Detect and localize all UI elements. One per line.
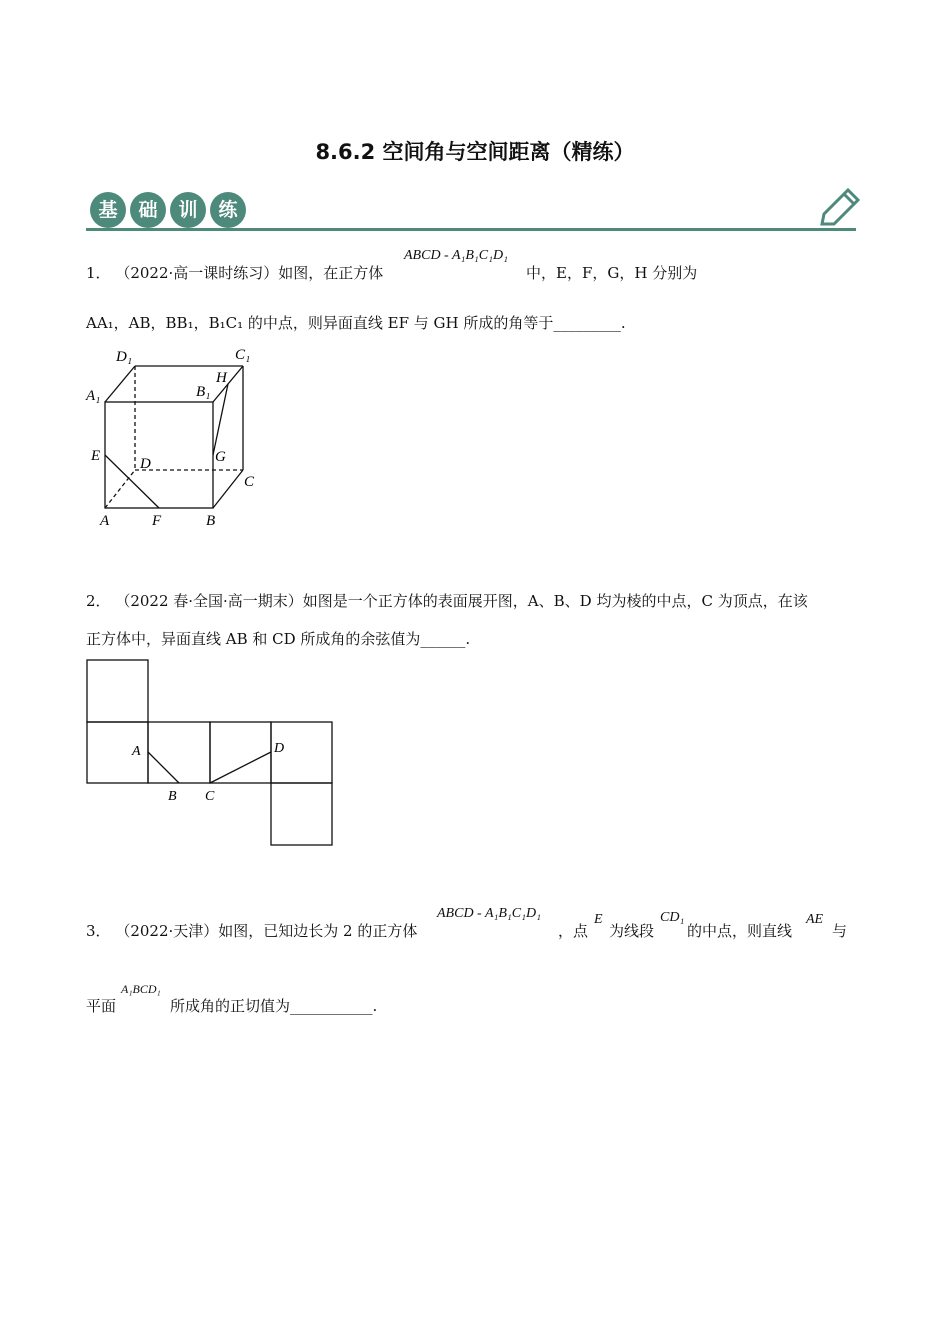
q3-mid-1: ，点 bbox=[558, 922, 589, 940]
label-B: B bbox=[206, 513, 216, 529]
q1-source: （2022·高一课时练习）如图，在正方体 bbox=[115, 264, 384, 282]
q3-point-e: E bbox=[594, 912, 603, 927]
cube-net-figure bbox=[84, 658, 336, 852]
q3-tail: 与 bbox=[832, 922, 848, 940]
question-1-line-2: AA₁，AB，BB₁，B₁C₁ 的中点，则异面直线 EF 与 GH 所成的角等于_________. bbox=[86, 314, 626, 332]
q3-formula: ABCD - A₁B₁C₁D₁ bbox=[437, 906, 541, 921]
cube-figure bbox=[84, 340, 274, 535]
q3-segment: CD₁ bbox=[660, 910, 685, 925]
q3-mid-3: 的中点，则直线 bbox=[687, 922, 793, 940]
page-title: 8.6.2 空间角与空间距离（精练） bbox=[315, 140, 635, 164]
label-C: C bbox=[244, 474, 255, 490]
label-E: E bbox=[91, 448, 101, 464]
q1-formula: ABCD - A₁B₁C₁D₁ bbox=[404, 248, 508, 263]
q3-mid-2: 为线段 bbox=[609, 922, 655, 940]
label-G: G bbox=[215, 449, 226, 465]
label-A: A bbox=[100, 513, 110, 529]
question-3-line-1 bbox=[86, 921, 417, 941]
label-C1: C₁ bbox=[235, 347, 251, 363]
q3-line: AE bbox=[806, 912, 824, 927]
net-label-C: C bbox=[205, 789, 215, 804]
q3-source: （2022·天津）如图，已知边长为 2 的正方体 bbox=[115, 922, 418, 940]
net-label-B: B bbox=[168, 789, 177, 804]
net-label-D: D bbox=[274, 741, 285, 756]
label-A1: A₁ bbox=[86, 388, 101, 404]
q3-number: 3． bbox=[86, 922, 111, 940]
net-label-A: A bbox=[132, 744, 141, 759]
label-D1: D₁ bbox=[116, 349, 133, 365]
label-F: F bbox=[152, 513, 162, 529]
q3-line-2-start: 平面 bbox=[86, 997, 117, 1015]
label-H: H bbox=[216, 370, 227, 386]
q3-plane: A₁BCD₁ bbox=[121, 982, 161, 996]
question-2-line-1 bbox=[86, 591, 808, 611]
banner-char-3: 训 bbox=[170, 192, 206, 228]
section-banner bbox=[86, 190, 866, 238]
label-B1: B₁ bbox=[196, 384, 211, 400]
q1-tail: 中，E，F，G，H 分别为 bbox=[526, 264, 698, 282]
pencil-icon bbox=[816, 186, 862, 230]
q2-text: （2022 春·全国·高一期末）如图是一个正方体的表面展开图，A、B、D 均为棱的中点，C 为顶点，在该 bbox=[115, 592, 808, 610]
label-D: D bbox=[140, 456, 151, 472]
q3-line-2-end: 所成角的正切值为___________. bbox=[170, 997, 378, 1015]
question-1-line-1 bbox=[86, 263, 383, 283]
banner-char-2: 础 bbox=[130, 192, 166, 228]
question-2-line-2: 正方体中，异面直线 AB 和 CD 所成角的余弦值为______. bbox=[86, 630, 471, 648]
banner-rule bbox=[86, 228, 856, 231]
q2-number: 2． bbox=[86, 592, 111, 610]
banner-char-1: 基 bbox=[90, 192, 126, 228]
q1-number: 1． bbox=[86, 264, 111, 282]
banner-char-4: 练 bbox=[210, 192, 246, 228]
